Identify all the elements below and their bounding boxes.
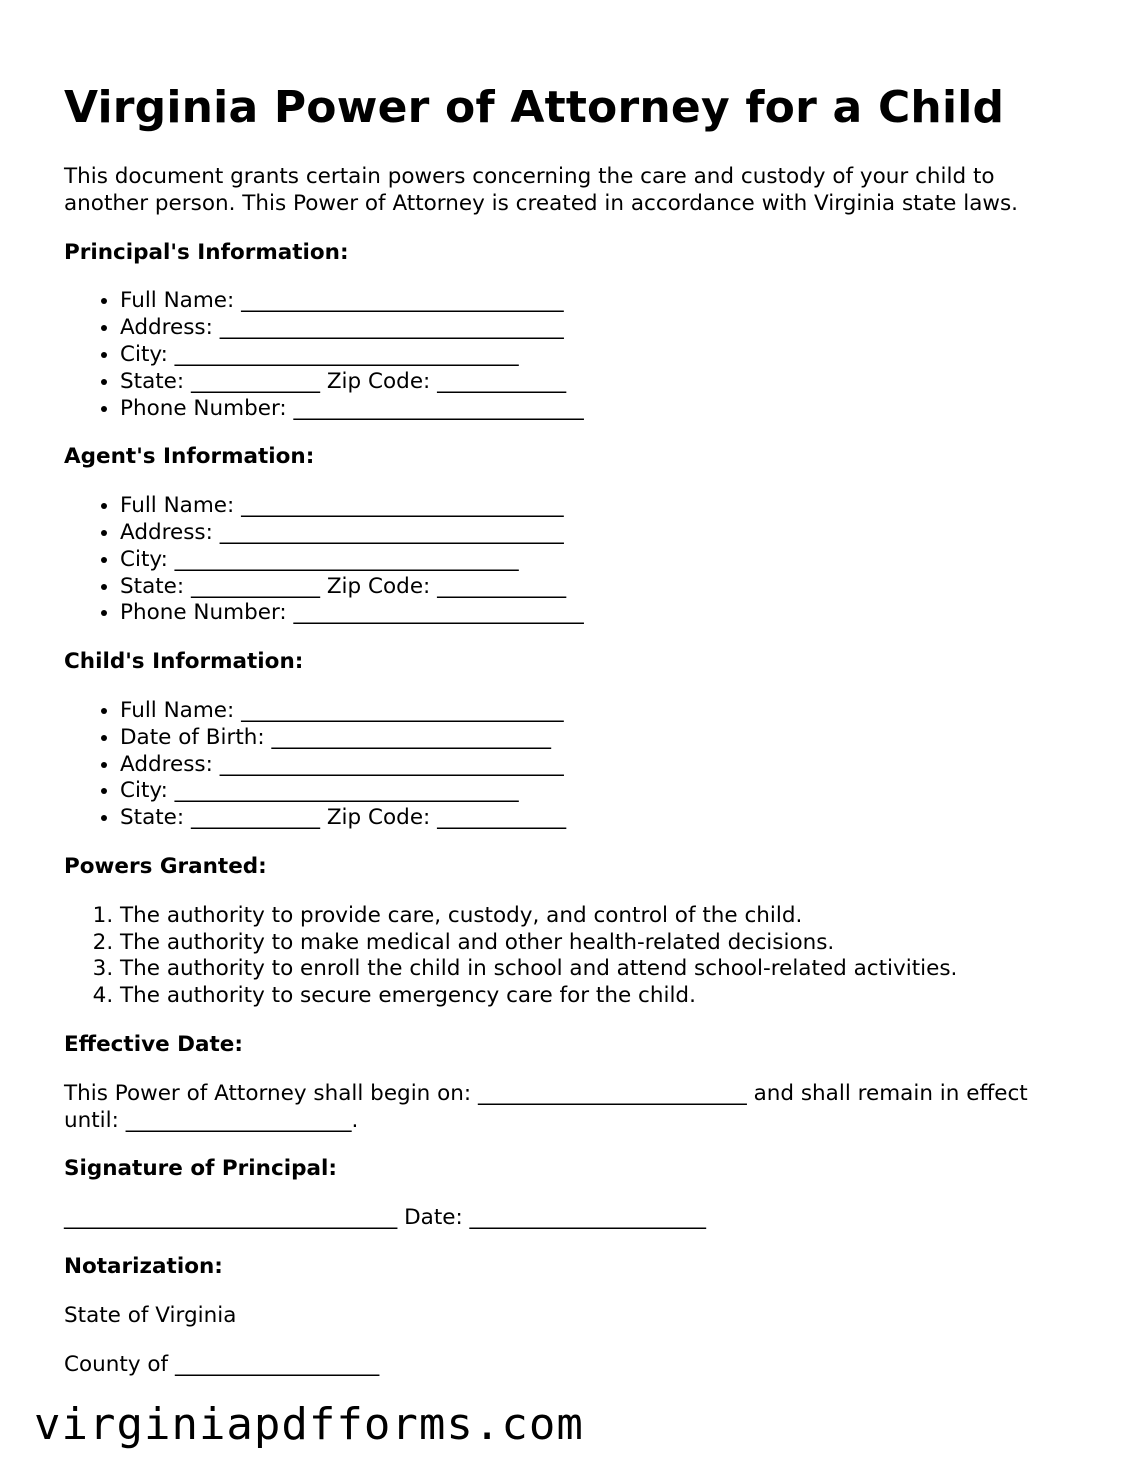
child-city: • City: ________________________________ — [120, 778, 1084, 805]
agent-full-name: • Full Name: ______________________________ — [120, 493, 1084, 520]
watermark-text: virginiapdfforms.com — [34, 1399, 584, 1450]
child-full-name: • Full Name: ______________________________ — [120, 698, 1084, 725]
principal-address: • Address: ________________________________ — [120, 315, 1084, 342]
notarization-heading: Notarization: — [64, 1253, 223, 1279]
principal-state-zip: • State: ____________ Zip Code: ____________ — [120, 369, 1084, 396]
agent-heading: Agent's Information: — [64, 444, 315, 470]
notarization-county: County of ___________________ — [64, 1351, 380, 1377]
principal-list — [64, 288, 1084, 422]
child-list — [64, 698, 1084, 832]
power-item: 4. The authority to secure emergency care for the child. — [120, 983, 1084, 1010]
principal-city: • City: ________________________________ — [120, 342, 1084, 369]
child-address: • Address: ________________________________ — [120, 752, 1084, 779]
powers-list — [64, 903, 1084, 1010]
power-item: 3. The authority to enroll the child in school and attend school-related activities. — [120, 956, 1084, 983]
intro-paragraph: This document grants certain powers concerning the care and custody of your child to another person. This Power of Attorney is created in accordance with Virginia state laws. — [64, 164, 1019, 216]
child-date-of-birth: • Date of Birth: __________________________ — [120, 725, 1084, 752]
agent-state-zip: • State: ____________ Zip Code: ____________ — [120, 574, 1084, 601]
principal-phone: • Phone Number: ___________________________ — [120, 396, 1084, 423]
notarization-state: State of Virginia — [64, 1302, 237, 1328]
power-item: 2. The authority to make medical and other health-related decisions. — [120, 930, 1084, 957]
agent-phone: • Phone Number: ___________________________ — [120, 600, 1084, 627]
effective-date-heading: Effective Date: — [64, 1031, 243, 1057]
signature-line: _______________________________ Date: ______________________ — [64, 1205, 707, 1231]
child-heading: Child's Information: — [64, 649, 304, 675]
agent-address: • Address: ________________________________ — [120, 520, 1084, 547]
signature-heading: Signature of Principal: — [64, 1156, 337, 1182]
powers-heading: Powers Granted: — [64, 853, 267, 879]
document-title: Virginia Power of Attorney for a Child — [64, 82, 1005, 133]
agent-city: • City: ________________________________ — [120, 547, 1084, 574]
document-page — [64, 80, 1084, 1400]
effective-date-text: This Power of Attorney shall begin on: _________________________ and shall remain in effect until: _____________________. — [64, 1080, 1028, 1133]
principal-heading: Principal's Information: — [64, 239, 349, 265]
power-item: 1. The authority to provide care, custody, and control of the child. — [120, 903, 1084, 930]
child-state-zip: • State: ____________ Zip Code: ____________ — [120, 805, 1084, 832]
principal-full-name: • Full Name: ______________________________ — [120, 288, 1084, 315]
agent-list — [64, 493, 1084, 627]
